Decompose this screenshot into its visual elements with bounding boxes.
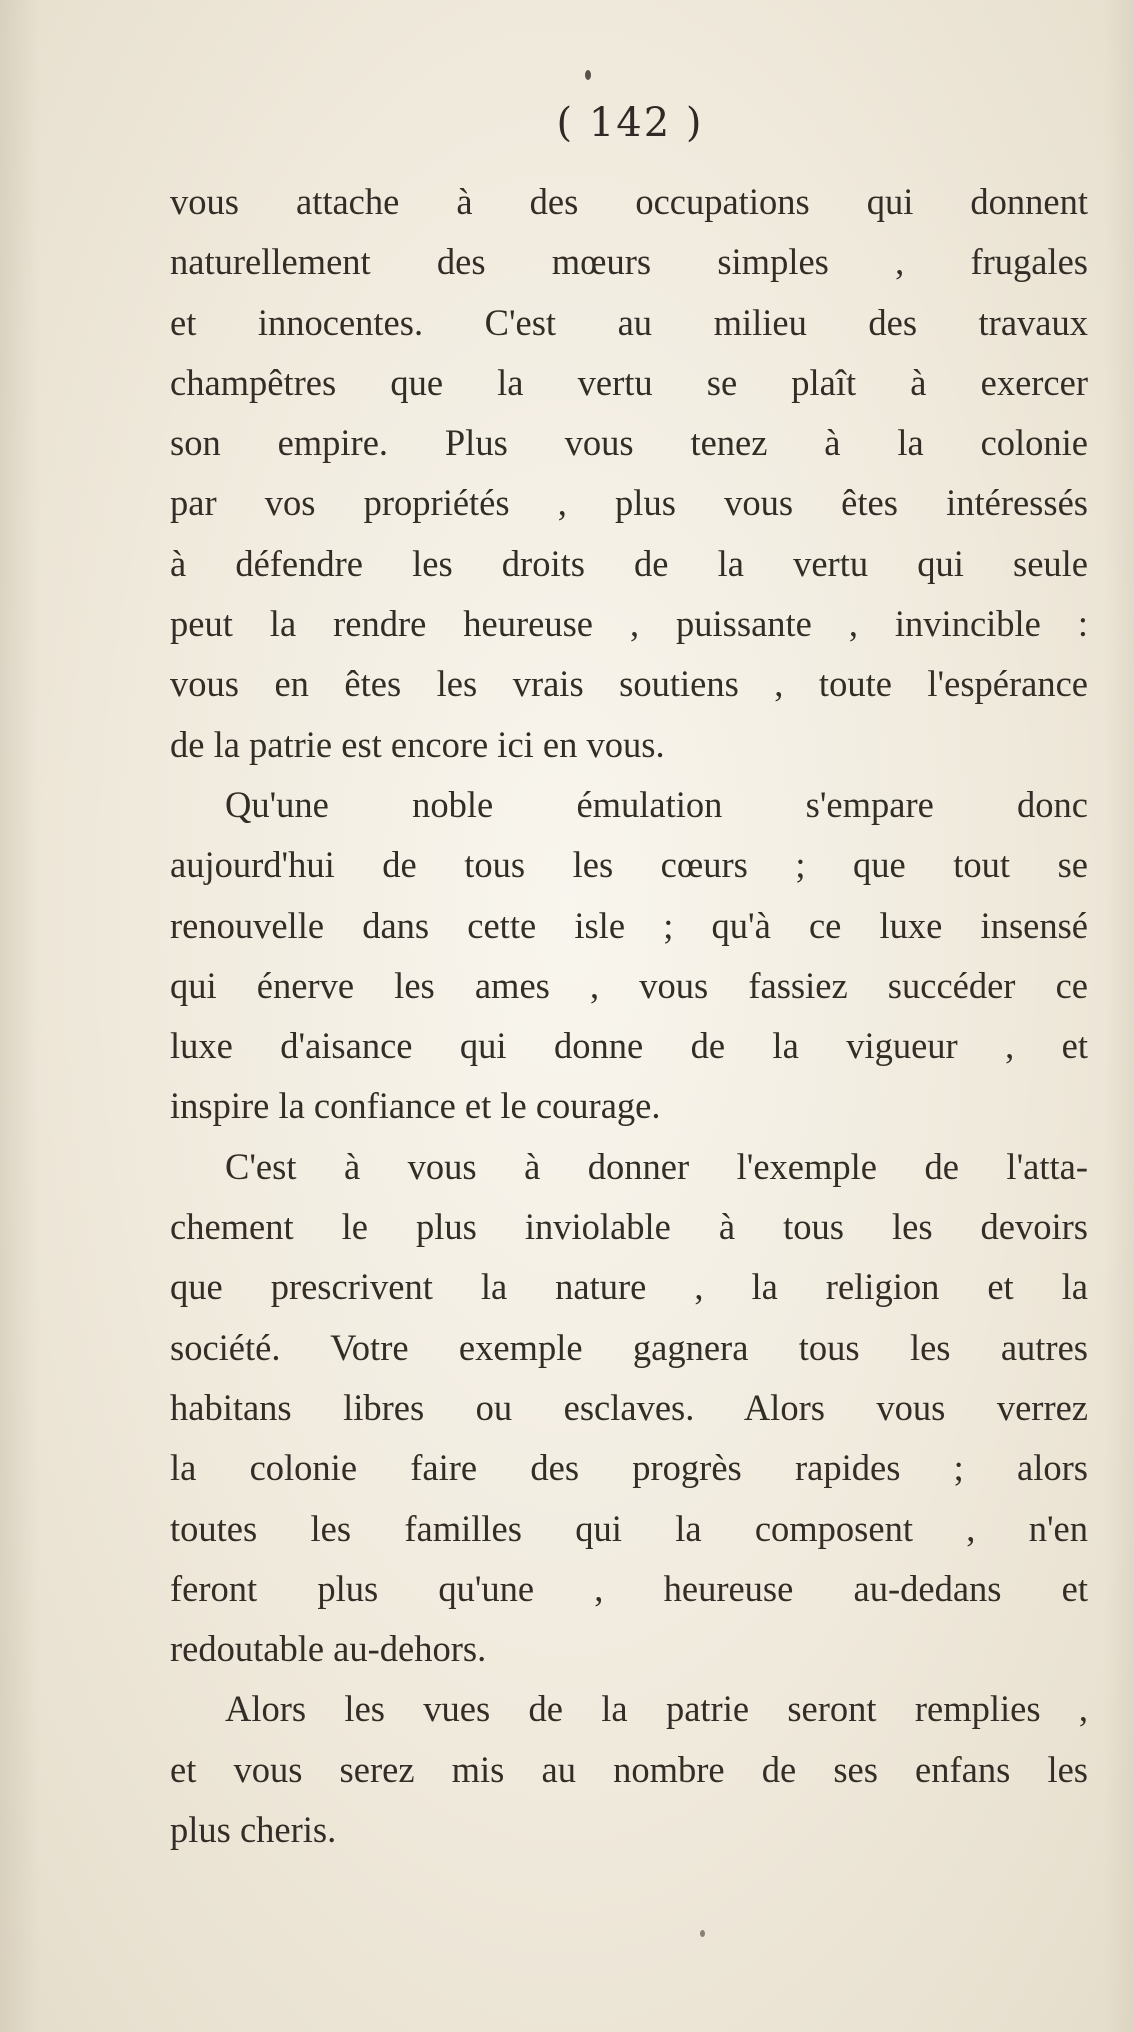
page-edge-shadow bbox=[1104, 0, 1134, 2032]
text-line: naturellement des mœurs simples , frugales bbox=[170, 241, 1088, 283]
text-line: vous attache à des occupations qui donnent bbox=[170, 181, 1088, 222]
text-line: champêtres que la vertu se plaît à exercer bbox=[170, 361, 1088, 403]
text-line: que prescrivent la nature , la religion et la bbox=[170, 1266, 1088, 1308]
paragraph bbox=[170, 172, 1088, 775]
text-line: et vous serez mis au nombre de ses enfans les bbox=[170, 1748, 1088, 1790]
page-number: ( 142 ) bbox=[556, 100, 704, 146]
text-line: qui énerve les ames , vous fassiez succéder ce bbox=[170, 964, 1088, 1006]
text-line: luxe d'aisance qui donne de la vigueur , et bbox=[170, 1025, 1088, 1067]
body-text bbox=[170, 172, 1088, 1860]
text-line: Qu'une noble émulation s'empare donc bbox=[225, 783, 1088, 825]
text-line: la colonie faire des progrès rapides ; alors bbox=[170, 1447, 1088, 1489]
ink-speck bbox=[585, 70, 591, 80]
text-line: vous en êtes les vrais soutiens , toute l'espérance bbox=[170, 663, 1088, 705]
page-gutter-shadow bbox=[0, 0, 40, 2032]
paragraph bbox=[170, 1137, 1088, 1680]
text-line: son empire. Plus vous tenez à la colonie bbox=[170, 422, 1088, 464]
text-line: feront plus qu'une , heureuse au-dedans et bbox=[170, 1567, 1088, 1609]
text-line: plus cheris. bbox=[170, 1809, 337, 1851]
paragraph bbox=[170, 775, 1088, 1137]
text-line: peut la rendre heureuse , puissante , invincible : bbox=[170, 603, 1088, 645]
text-line: inspire la confiance et le courage. bbox=[170, 1085, 661, 1127]
text-line: par vos propriétés , plus vous êtes intéressés bbox=[170, 482, 1088, 524]
text-line: toutes les familles qui la composent , n'en bbox=[170, 1507, 1088, 1549]
ink-speck bbox=[700, 1930, 705, 1937]
text-line: Alors les vues de la patrie seront remplies , bbox=[225, 1688, 1088, 1730]
text-line: chement le plus inviolable à tous les devoirs bbox=[170, 1206, 1088, 1248]
text-line: de la patrie est encore ici en vous. bbox=[170, 723, 665, 765]
text-line: aujourd'hui de tous les cœurs ; que tout se bbox=[170, 844, 1088, 886]
text-line: à défendre les droits de la vertu qui seule bbox=[170, 542, 1088, 584]
text-line: et innocentes. C'est au milieu des travaux bbox=[170, 301, 1088, 343]
text-line: redoutable au-dehors. bbox=[170, 1628, 487, 1670]
text-line: habitans libres ou esclaves. Alors vous verrez bbox=[170, 1386, 1088, 1428]
text-line: société. Votre exemple gagnera tous les autres bbox=[170, 1326, 1088, 1368]
text-line: C'est à vous à donner l'exemple de l'atta- bbox=[225, 1145, 1088, 1187]
text-line: renouvelle dans cette isle ; qu'à ce luxe insensé bbox=[170, 904, 1088, 946]
paragraph bbox=[170, 1679, 1088, 1860]
